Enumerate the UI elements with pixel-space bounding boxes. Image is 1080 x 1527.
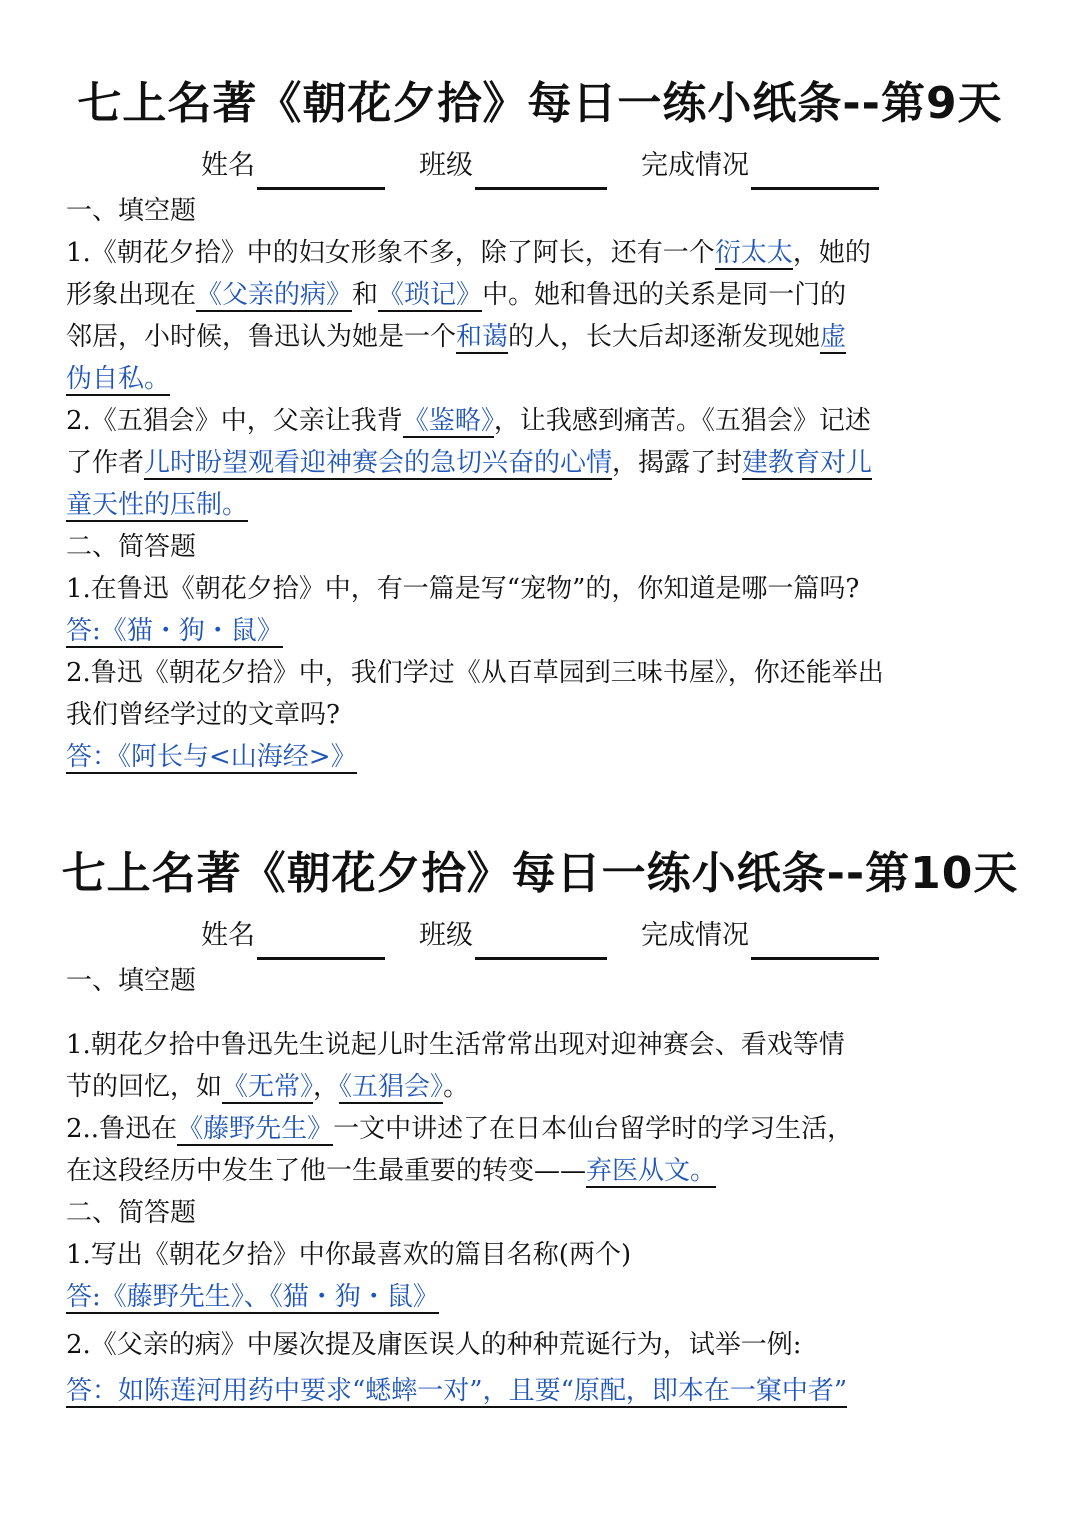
worksheet-title: 七上名著《朝花夕拾》每日一练小纸条--第10天 bbox=[61, 848, 1019, 899]
question-text: 节的回忆，如 bbox=[66, 1072, 223, 1102]
section-heading-short-answer: 二、简答题 bbox=[66, 1198, 197, 1228]
student-info-row bbox=[0, 142, 1080, 190]
worksheet-content bbox=[0, 190, 1080, 778]
status-label: 完成情况 bbox=[641, 150, 749, 181]
question-text: 邻居，小时候，鲁迅认为她是一个 bbox=[66, 322, 457, 352]
answer-text: 和蔼 bbox=[456, 322, 509, 352]
answer-text: 伪自私。 bbox=[66, 364, 171, 394]
name-label: 姓名 bbox=[201, 920, 255, 951]
question-text: 中。她和鲁迅的关系是同一门的 bbox=[482, 280, 847, 310]
question-text: 和 bbox=[352, 280, 379, 310]
short-question-2 bbox=[66, 652, 1020, 778]
answer-text: 虚 bbox=[820, 322, 847, 352]
question-text: 在这段经历中发生了他一生最重要的转变—— bbox=[66, 1156, 587, 1186]
class-label: 班级 bbox=[419, 150, 473, 181]
fill-question-1 bbox=[66, 1024, 1020, 1108]
name-field[interactable] bbox=[201, 142, 385, 190]
name-blank[interactable] bbox=[257, 927, 385, 960]
worksheet-content bbox=[0, 960, 1080, 1412]
status-field[interactable] bbox=[641, 912, 879, 960]
question-text: 的人，长大后却逐渐发现她 bbox=[508, 322, 821, 352]
question-text: 形象出现在 bbox=[66, 280, 197, 310]
answer-text: 《琐记》 bbox=[378, 280, 483, 310]
question-text: ，揭露了封 bbox=[612, 448, 743, 478]
section-heading-short-answer: 二、简答题 bbox=[66, 532, 197, 562]
answer-text: 建教育对儿 bbox=[742, 448, 873, 478]
answer-text: 童天性的压制。 bbox=[66, 490, 249, 520]
question-text: 。 bbox=[443, 1072, 470, 1102]
answer-text: 答:《藤野先生》、《猫・狗・鼠》 bbox=[66, 1282, 439, 1312]
status-field[interactable] bbox=[641, 142, 879, 190]
question-text: 1.在鲁迅《朝花夕拾》中，有一篇是写“宠物”的，你知道是哪一篇吗? bbox=[66, 574, 860, 604]
question-text: 1.朝花夕拾中鲁迅先生说起儿时生活常常出现对迎神赛会、看戏等情 bbox=[66, 1030, 845, 1060]
question-text: 2.鲁迅《朝花夕拾》中，我们学过《从百草园到三味书屋》，你还能举出 bbox=[66, 658, 884, 688]
answer-text: 《鉴略》 bbox=[402, 406, 494, 436]
class-label: 班级 bbox=[419, 920, 473, 951]
short-question-2 bbox=[66, 1324, 1020, 1412]
fill-question-2 bbox=[66, 400, 1020, 526]
status-label: 完成情况 bbox=[641, 920, 749, 951]
section-heading-fill-blank: 一、填空题 bbox=[66, 196, 197, 226]
answer-text: 衍太太 bbox=[714, 238, 793, 268]
question-text: 2.《父亲的病》中屡次提及庸医误人的种种荒诞行为，试举一例: bbox=[66, 1330, 802, 1360]
answer-text: 答:《猫・狗・鼠》 bbox=[66, 616, 283, 646]
class-field[interactable] bbox=[419, 912, 607, 960]
answer-text: 答：《阿长与<山海经>》 bbox=[66, 742, 357, 772]
question-text: ， bbox=[313, 1072, 340, 1102]
status-blank[interactable] bbox=[751, 157, 879, 190]
question-text: 1.《朝花夕拾》中的妇女形象不多，除了阿长，还有一个 bbox=[66, 238, 715, 268]
question-text: 一文中讲述了在日本仙台留学时的学习生活， bbox=[333, 1114, 854, 1144]
name-label: 姓名 bbox=[201, 150, 255, 181]
question-text: ，她的 bbox=[792, 238, 871, 268]
answer-text: 弃医从文。 bbox=[586, 1156, 717, 1186]
status-blank[interactable] bbox=[751, 927, 879, 960]
question-text: 了作者 bbox=[66, 448, 145, 478]
class-blank[interactable] bbox=[475, 927, 607, 960]
class-field[interactable] bbox=[419, 142, 607, 190]
answer-text: 儿时盼望观看迎神赛会的急切兴奋的心情 bbox=[144, 448, 613, 478]
answer-text: 《父亲的病》 bbox=[196, 280, 353, 310]
short-question-1 bbox=[66, 568, 1020, 652]
name-field[interactable] bbox=[201, 912, 385, 960]
worksheet-day-9 bbox=[0, 70, 1080, 778]
question-text: 2..鲁迅在 bbox=[66, 1114, 178, 1144]
fill-question-2 bbox=[66, 1108, 1020, 1192]
student-info-row bbox=[0, 912, 1080, 960]
class-blank[interactable] bbox=[475, 157, 607, 190]
question-text: ，让我感到痛苦。《五猖会》记述 bbox=[493, 406, 871, 436]
section-heading-fill-blank: 一、填空题 bbox=[66, 966, 197, 996]
worksheet-title: 七上名著《朝花夕拾》每日一练小纸条--第9天 bbox=[77, 78, 1003, 129]
name-blank[interactable] bbox=[257, 157, 385, 190]
worksheet-day-10 bbox=[0, 840, 1080, 1412]
question-text: 我们曾经学过的文章吗? bbox=[66, 700, 340, 730]
question-text: 1.写出《朝花夕拾》中你最喜欢的篇目名称(两个) bbox=[66, 1240, 632, 1270]
answer-text: 《藤野先生》 bbox=[177, 1114, 334, 1144]
fill-question-1 bbox=[66, 232, 1020, 400]
short-question-1 bbox=[66, 1234, 1020, 1318]
answer-text: 答：如陈莲河用药中要求“蟋蟀一对”，且要“原配，即本在一窠中者” bbox=[66, 1376, 848, 1406]
answer-text: 《无常》 bbox=[222, 1072, 314, 1102]
question-text: 2.《五猖会》中，父亲让我背 bbox=[66, 406, 403, 436]
answer-text: 《五猖会》 bbox=[339, 1072, 444, 1102]
